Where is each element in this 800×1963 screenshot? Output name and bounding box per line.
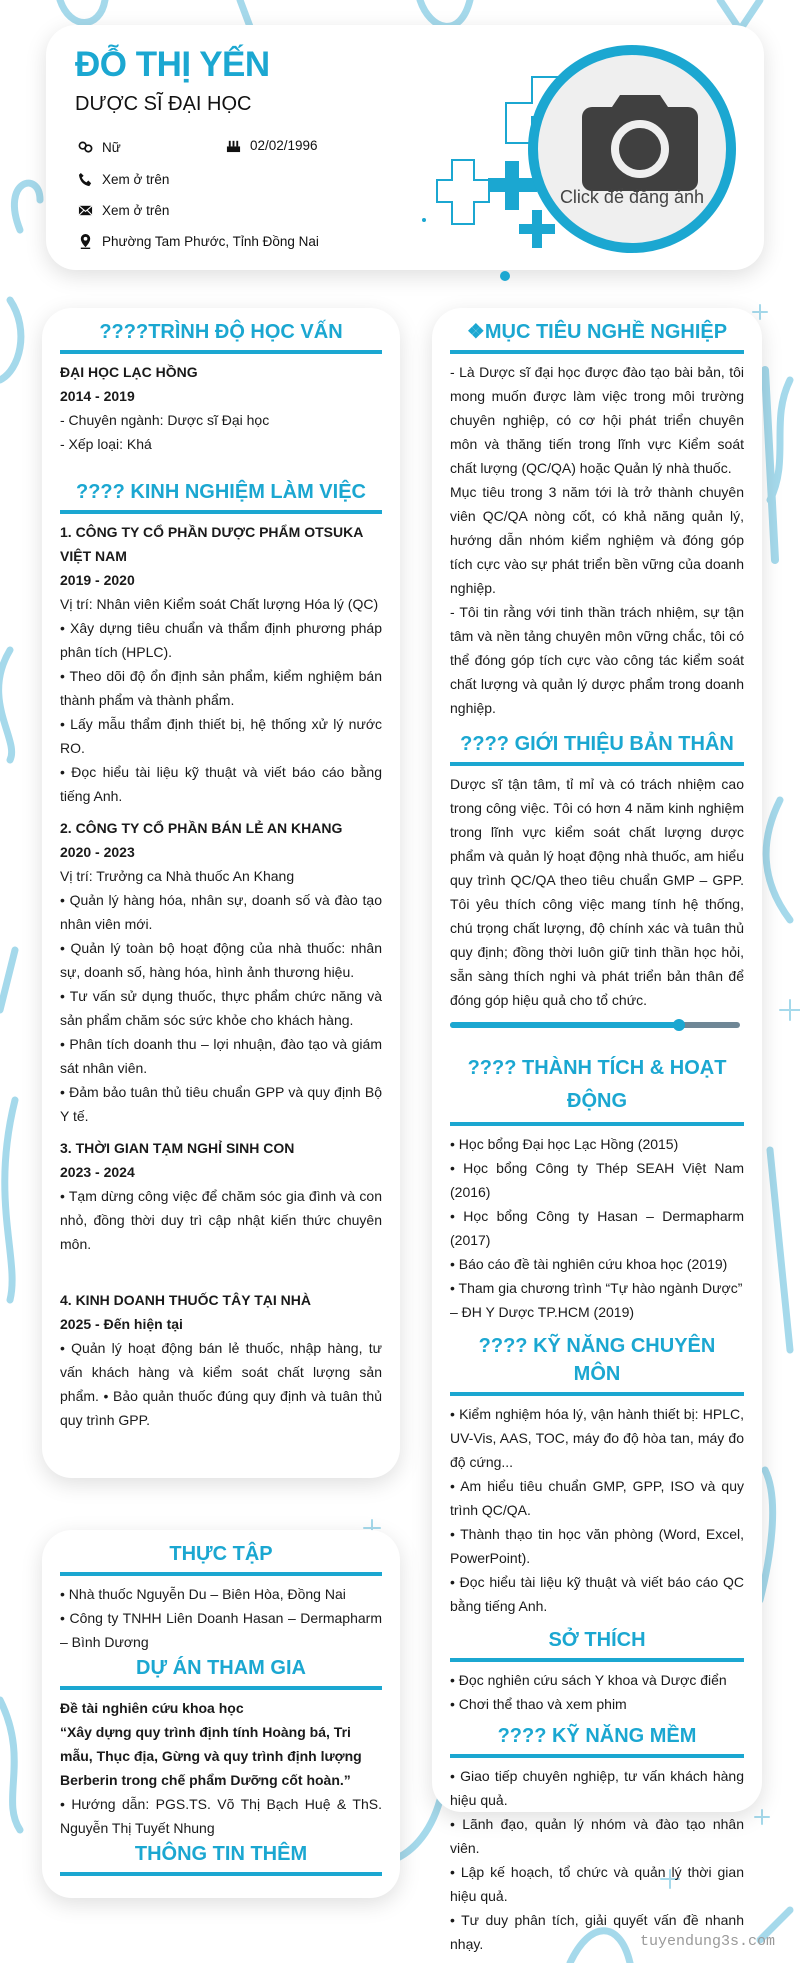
location-pin-icon [78,234,93,249]
section-divider [450,350,744,354]
job-detail: • Quản lý hoạt động bán lẻ thuốc, nhập hàng, tư vấn khách hàng và kiểm soát chất lượng sản phẩm. • Bảo quản thuốc đúng quy định và tuân thủ quy trình GPP. [60,1340,382,1428]
job-entry [60,1288,382,1432]
section-divider [60,1872,382,1876]
pro-skill-item: • Thành thạo tin học văn phòng (Word, Excel, PowerPoint). [450,1526,744,1566]
envelope-icon [78,203,93,218]
photo-upload-button[interactable] [528,45,736,253]
achievement-item: • Học bổng Đại học Lạc Hồng (2015) [450,1136,679,1152]
phone-value: Xem ở trên [102,172,170,187]
job-period: 2020 - 2023 [60,844,135,860]
job-detail: • Theo dõi độ ổn định sản phẩm, kiểm nghiệm bán thành phẩm và thành phẩm. [60,668,382,708]
hobbies-heading: SỞ THÍCH [548,1629,646,1651]
section-divider [60,510,382,514]
job-company: 1. CÔNG TY CỔ PHẦN DƯỢC PHẨM OTSUKA VIỆT NAM [60,524,363,564]
about-slider[interactable] [450,1022,740,1028]
job-company: 2. CÔNG TY CỔ PHẦN BÁN LẺ AN KHANG [60,820,343,836]
job-detail: • Đảm bảo tuân thủ tiêu chuẩn GPP và quy định Bộ Y tế. [60,1084,382,1124]
job-detail: Vị trí: Nhân viên Kiểm soát Chất lượng Hóa lý (QC) [60,596,379,612]
project-topic: “Xây dựng quy trình định tính Hoàng bá, Tri mẫu, Thục địa, Gừng và quy trình định lượng Berberin trong chế phẩm Dưỡng cốt hoàn.” [60,1724,362,1788]
candidate-name: ĐỖ THỊ YẾN [75,45,270,84]
education-detail: - Chuyên ngành: Dược sĩ Đại học [60,412,270,428]
about-heading: ???? GIỚI THIỆU BẢN THÂN [460,733,734,755]
gender-icon [78,140,93,155]
slider-fill [450,1022,679,1028]
section-divider [450,1122,744,1126]
job-entry [60,1136,382,1256]
education-period: 2014 - 2019 [60,388,135,404]
pro-skill-item: • Am hiểu tiêu chuẩn GMP, GPP, ISO và quy trình QC/QA. [450,1478,744,1518]
internship-item: • Nhà thuốc Nguyễn Du – Biên Hòa, Đồng Nai [60,1586,346,1602]
pro-skill-item: • Đọc hiểu tài liệu kỹ thuật và viết báo cáo QC bằng tiếng Anh. [450,1574,744,1614]
section-divider [60,1686,382,1690]
job-detail: • Quản lý hàng hóa, nhân sự, doanh số và đào tạo nhân viên mới. [60,892,382,932]
job-detail: • Quản lý toàn bộ hoạt động của nhà thuốc: nhân sự, doanh số, hàng hóa, hình ảnh thương hiệu. [60,940,382,980]
achievements-heading: ???? THÀNH TÍCH & HOẠT ĐỘNG [467,1057,727,1112]
objective-paragraph: Mục tiêu trong 3 năm tới là trở thành chuyên viên QC/QA nòng cốt, có khả năng quản lý, hướng dẫn nhóm kiểm nghiệm và đóng góp tích cực vào sự phát triển bền vững của doanh nghiệp. [450,484,744,596]
school-name: ĐẠI HỌC LẠC HỒNG [60,364,198,380]
achievement-item: • Báo cáo đề tài nghiên cứu khoa học (2019) [450,1256,728,1272]
camera-icon [582,95,698,191]
job-detail: • Tạm dừng công việc để chăm sóc gia đình và con nhỏ, đồng thời duy trì cập nhật kiến thức chuyên môn. [60,1188,382,1252]
more-info-heading: THÔNG TIN THÊM [134,1843,308,1865]
achievement-item: • Tham gia chương trình “Tự hào ngành Dược” – ĐH Y Dược TP.HCM (2019) [450,1280,743,1320]
soft-skill-item: • Lập kế hoạch, tổ chức và quản lý thời gian hiệu quả. [450,1864,744,1904]
job-detail: • Phân tích doanh thu – lợi nhuận, đào tạo và giám sát nhân viên. [60,1036,382,1076]
section-divider [450,1658,744,1662]
achievement-item: • Học bổng Công ty Thép SEAH Việt Nam (2016) [450,1160,744,1200]
diamond-icon: ❖ [466,321,485,343]
about-text: Dược sĩ tận tâm, tỉ mỉ và có trách nhiệm cao trong công việc. Tôi có hơn 4 năm kinh nghiệm trong lĩnh vực kiểm soát chất lượng dược phẩm và quản lý hoạt động nhà thuốc, am hiểu quy trình QC/QA theo tiêu chuẩn GMP – GPP. Tôi yêu thích công việc mang tính hệ thống, chú trọng chất lượng, độ chính xác và tuân thủ quy định; đồng thời luôn giữ tinh thần học hỏi, sẵn sàng thích nghi và phát triển bản thân để đóng góp hiệu quả cho tổ chức. [450,776,744,1008]
job-detail: • Xây dựng tiêu chuẩn và thẩm định phương pháp phân tích (HPLC). [60,620,382,660]
internship-projects-card [42,1530,400,1898]
projects-heading: DỰ ÁN THAM GIA [136,1657,306,1679]
phone-row [78,172,169,187]
education-heading: ????TRÌNH ĐỘ HỌC VẤN [99,321,343,343]
dob-value: 02/02/1996 [250,138,318,153]
soft-skill-item: • Lãnh đạo, quản lý nhóm và đào tạo nhân viên. [450,1816,744,1856]
job-detail: Vị trí: Trưởng ca Nhà thuốc An Khang [60,868,295,884]
pro-skills-heading: ???? KỸ NĂNG CHUYÊN MÔN [478,1335,716,1385]
job-period: 2019 - 2020 [60,572,135,588]
education-detail: - Xếp loại: Khá [60,436,152,452]
job-period: 2025 - Đến hiện tại [60,1316,183,1332]
hobby-item: • Đọc nghiên cứu sách Y khoa và Dược điển [450,1672,727,1688]
job-period: 2023 - 2024 [60,1164,135,1180]
achievement-item: • Học bổng Công ty Hasan – Dermapharm (2017) [450,1208,744,1248]
birthday-cake-icon [226,138,241,153]
objective-paragraph: - Là Dược sĩ đại học được đào tạo bài bản, tôi mong muốn được làm việc trong môi trường chuyên nghiệp, có cơ hội phát triển chuyên môn và thăng tiến trong lĩnh vực Kiểm soát chất lượng (QC/QA) hoặc Quản lý nhà thuốc. [450,364,744,476]
section-divider [450,1392,744,1396]
job-entry [60,520,382,808]
photo-upload-label: Click để đăng ảnh [559,187,705,207]
soft-skills-heading: ???? KỸ NĂNG MỀM [497,1725,697,1747]
project-advisor: • Hướng dẫn: PGS.TS. Võ Thị Bạch Huệ & ThS. Nguyễn Thị Tuyết Nhung [60,1796,382,1836]
address-row [78,234,319,249]
section-divider [450,1754,744,1758]
pro-skill-item: • Kiểm nghiệm hóa lý, vận hành thiết bị: HPLC, UV-Vis, AAS, TOC, máy đo độ hòa tan, máy đo độ cứng... [450,1406,744,1470]
section-divider [60,1572,382,1576]
objective-heading-text: MỤC TIÊU NGHỀ NGHIỆP [484,321,728,343]
internship-item: • Công ty TNHH Liên Doanh Hasan – Dermapharm – Bình Dương [60,1610,382,1650]
project-name: Đề tài nghiên cứu khoa học [60,1700,244,1716]
section-divider [450,762,744,766]
job-detail: • Tư vấn sử dụng thuốc, thực phẩm chức năng và sản phẩm chăm sóc sức khỏe cho khách hàng. [60,988,382,1028]
internship-heading: THỰC TẬP [169,1543,273,1565]
watermark: tuyendung3s.com [640,1933,776,1950]
slider-thumb[interactable] [673,1019,685,1031]
email-value: Xem ở trên [102,203,170,218]
address-value: Phường Tam Phước, Tỉnh Đồng Nai [102,234,319,249]
profile-header-card [46,25,764,270]
hobby-item: • Chơi thể thao và xem phim [450,1696,627,1712]
soft-skill-item: • Tư duy phân tích, giải quyết vấn đề nhanh nhạy. [450,1912,744,1952]
experience-heading: ???? KINH NGHIỆM LÀM VIỆC [76,481,366,503]
objective-paragraph: - Tôi tin rằng với tinh thần trách nhiệm, sự tận tâm và nền tảng chuyên môn vững chắc, tôi có thể đóng góp tích cực vào công tác kiểm soát chất lượng và quản lý dược phẩm trong doanh nghiệp. [450,604,744,716]
candidate-title: DƯỢC SĨ ĐẠI HỌC [75,93,252,115]
job-company: 4. KINH DOANH THUỐC TÂY TẠI NHÀ [60,1292,311,1308]
job-entry [60,816,382,1128]
job-company: 3. THỜI GIAN TẠM NGHỈ SINH CON [60,1140,295,1156]
section-divider [60,350,382,354]
email-row [78,203,169,218]
education-experience-card [42,308,400,1478]
objective-heading [450,318,744,346]
decor-dot [500,271,510,281]
job-detail: • Lấy mẫu thẩm định thiết bị, hệ thống xử lý nước RO. [60,716,382,756]
soft-skill-item: • Giao tiếp chuyên nghiệp, tư vấn khách hàng hiệu quả. [450,1768,744,1808]
dob-row [226,138,318,153]
job-detail: • Đọc hiểu tài liệu kỹ thuật và viết báo cáo bằng tiếng Anh. [60,764,382,804]
gender-row [78,140,121,155]
phone-icon [78,172,93,187]
gender-value: Nữ [102,140,121,155]
